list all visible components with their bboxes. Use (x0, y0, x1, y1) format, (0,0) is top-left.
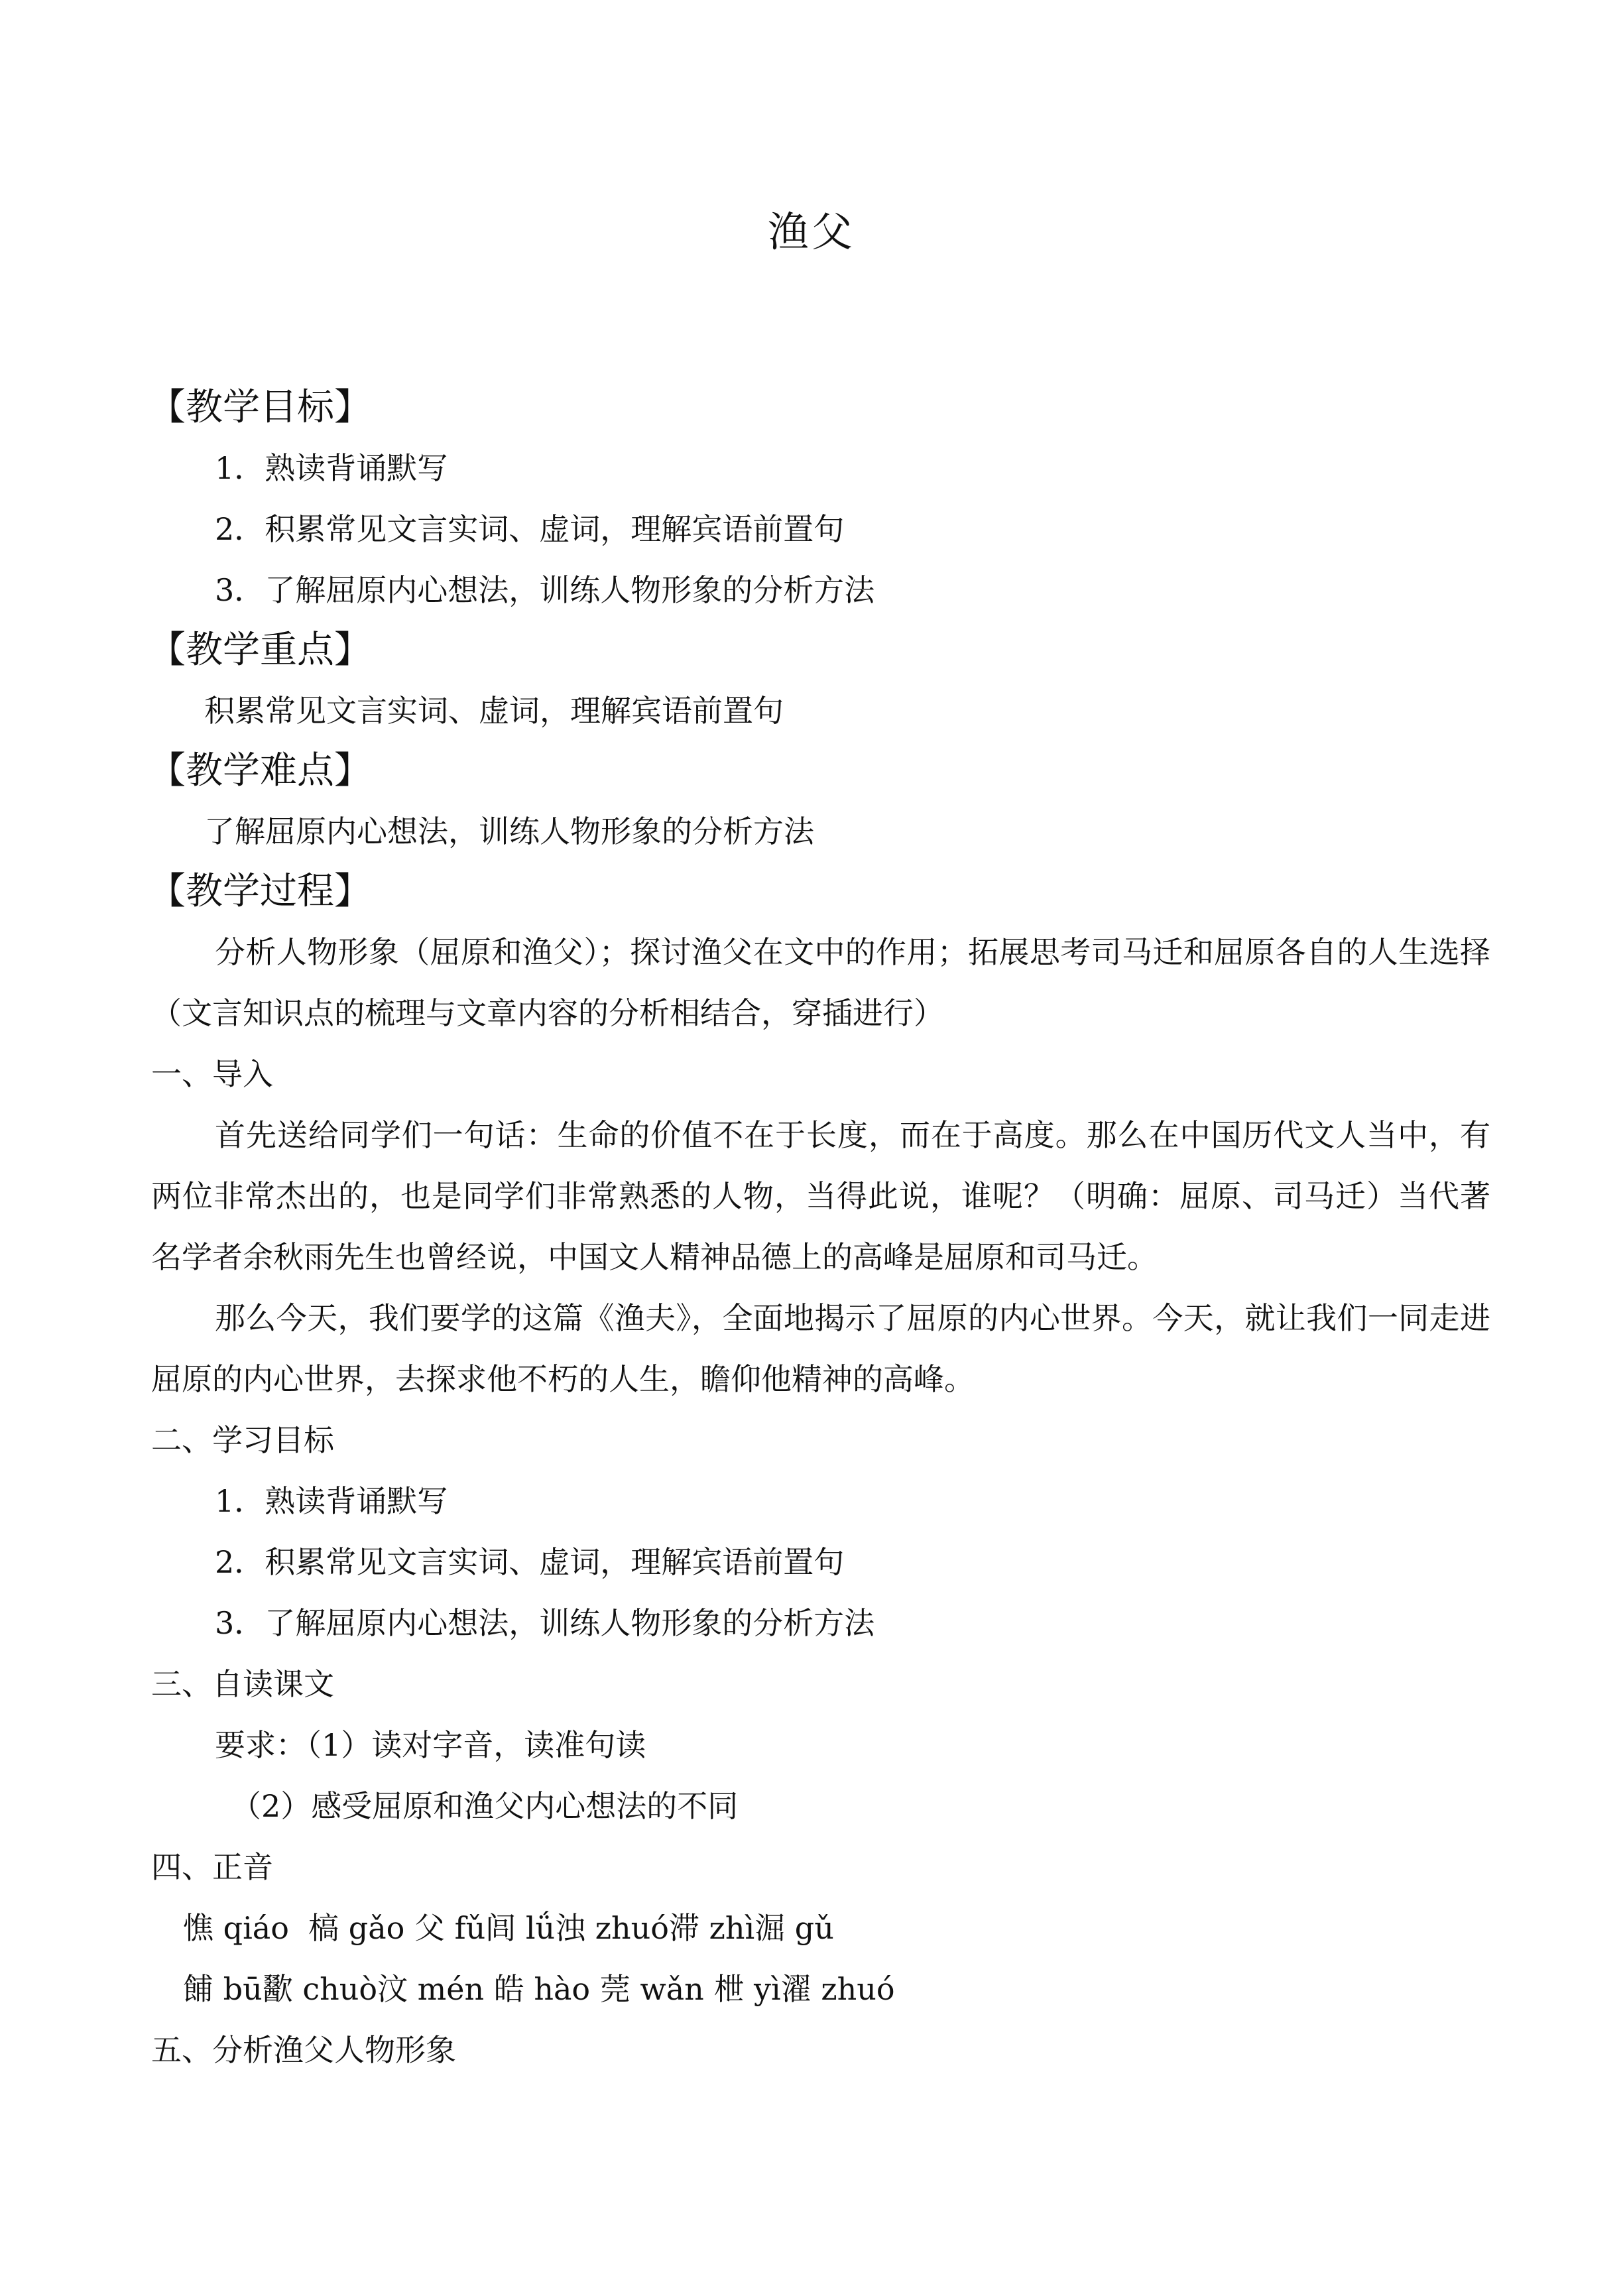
section-pronunciation-heading: 四、正音 (151, 1849, 273, 1885)
intro-paragraph-2: 那么今天，我们要学的这篇《渔夫》，全面地揭示了屈原的内心世界。今天，就让我们一同走进屈原的内心世界，去探求他不朽的人生，瞻仰他精神的高峰。 (151, 1300, 1490, 1397)
reading-requirement-1: 要求：（1）读对字音，读准句读 (215, 1727, 646, 1763)
goal-item: 2．积累常见文言实词、虚词，理解宾语前置句 (215, 511, 845, 547)
section-analysis-heading: 五、分析渔父人物形象 (151, 2032, 456, 2068)
intro-paragraph-1: 首先送给同学们一句话：生命的价值不在于长度，而在于高度。那么在中国历代文人当中，有两位非常杰出的，也是同学们非常熟悉的人物，当得此说，谁呢？（明确：屈原、司马迁）当代著名学者余秋雨先生也曾经说，中国文人精神品德上的高峰是屈原和司马迁。 (151, 1117, 1490, 1275)
reading-requirement-2: （2）感受屈原和渔父内心想法的不同 (231, 1788, 739, 1824)
objective-item: 1．熟读背诵默写 (215, 1483, 448, 1519)
objective-item: 3．了解屈原内心想法，训练人物形象的分析方法 (215, 1605, 875, 1641)
pronunciation-line-1: 憔 qiáo 槁 gǎo 父 fǔ闾 lǘ浊 zhuó滞 zhì淈 gǔ (183, 1910, 834, 1946)
heading-teaching-goals: 【教学目标】 (149, 386, 371, 429)
key-text: 积累常见文言实词、虚词，理解宾语前置句 (204, 693, 784, 729)
section-intro-heading: 一、导入 (151, 1056, 273, 1092)
goal-item: 1．熟读背诵默写 (215, 450, 448, 486)
heading-teaching-difficulty: 【教学难点】 (149, 749, 371, 792)
section-reading-heading: 三、自读课文 (151, 1666, 334, 1702)
section-objectives-heading: 二、学习目标 (151, 1422, 334, 1458)
process-summary (151, 922, 1490, 1044)
goal-item: 3．了解屈原内心想法，训练人物形象的分析方法 (215, 572, 875, 608)
page-title: 渔父 (767, 208, 855, 256)
intro-paragraphs (151, 1105, 1490, 1410)
pronunciation-line-2: 餔 bū歠 chuò汶 mén 皓 hào 莞 wǎn 枻 yì濯 zhuó (183, 1971, 895, 2007)
document-body (151, 378, 1490, 2081)
difficulty-text: 了解屈原内心想法，训练人物形象的分析方法 (204, 814, 814, 849)
objective-item: 2．积累常见文言实词、虚词，理解宾语前置句 (215, 1544, 845, 1580)
heading-teaching-key: 【教学重点】 (149, 629, 371, 672)
heading-teaching-process: 【教学过程】 (149, 870, 371, 913)
process-summary-text: 分析人物形象（屈原和渔父）；探讨渔父在文中的作用；拓展思考司马迁和屈原各自的人生选择（文言知识点的梳理与文章内容的分析相结合，穿插进行） (151, 934, 1490, 1031)
